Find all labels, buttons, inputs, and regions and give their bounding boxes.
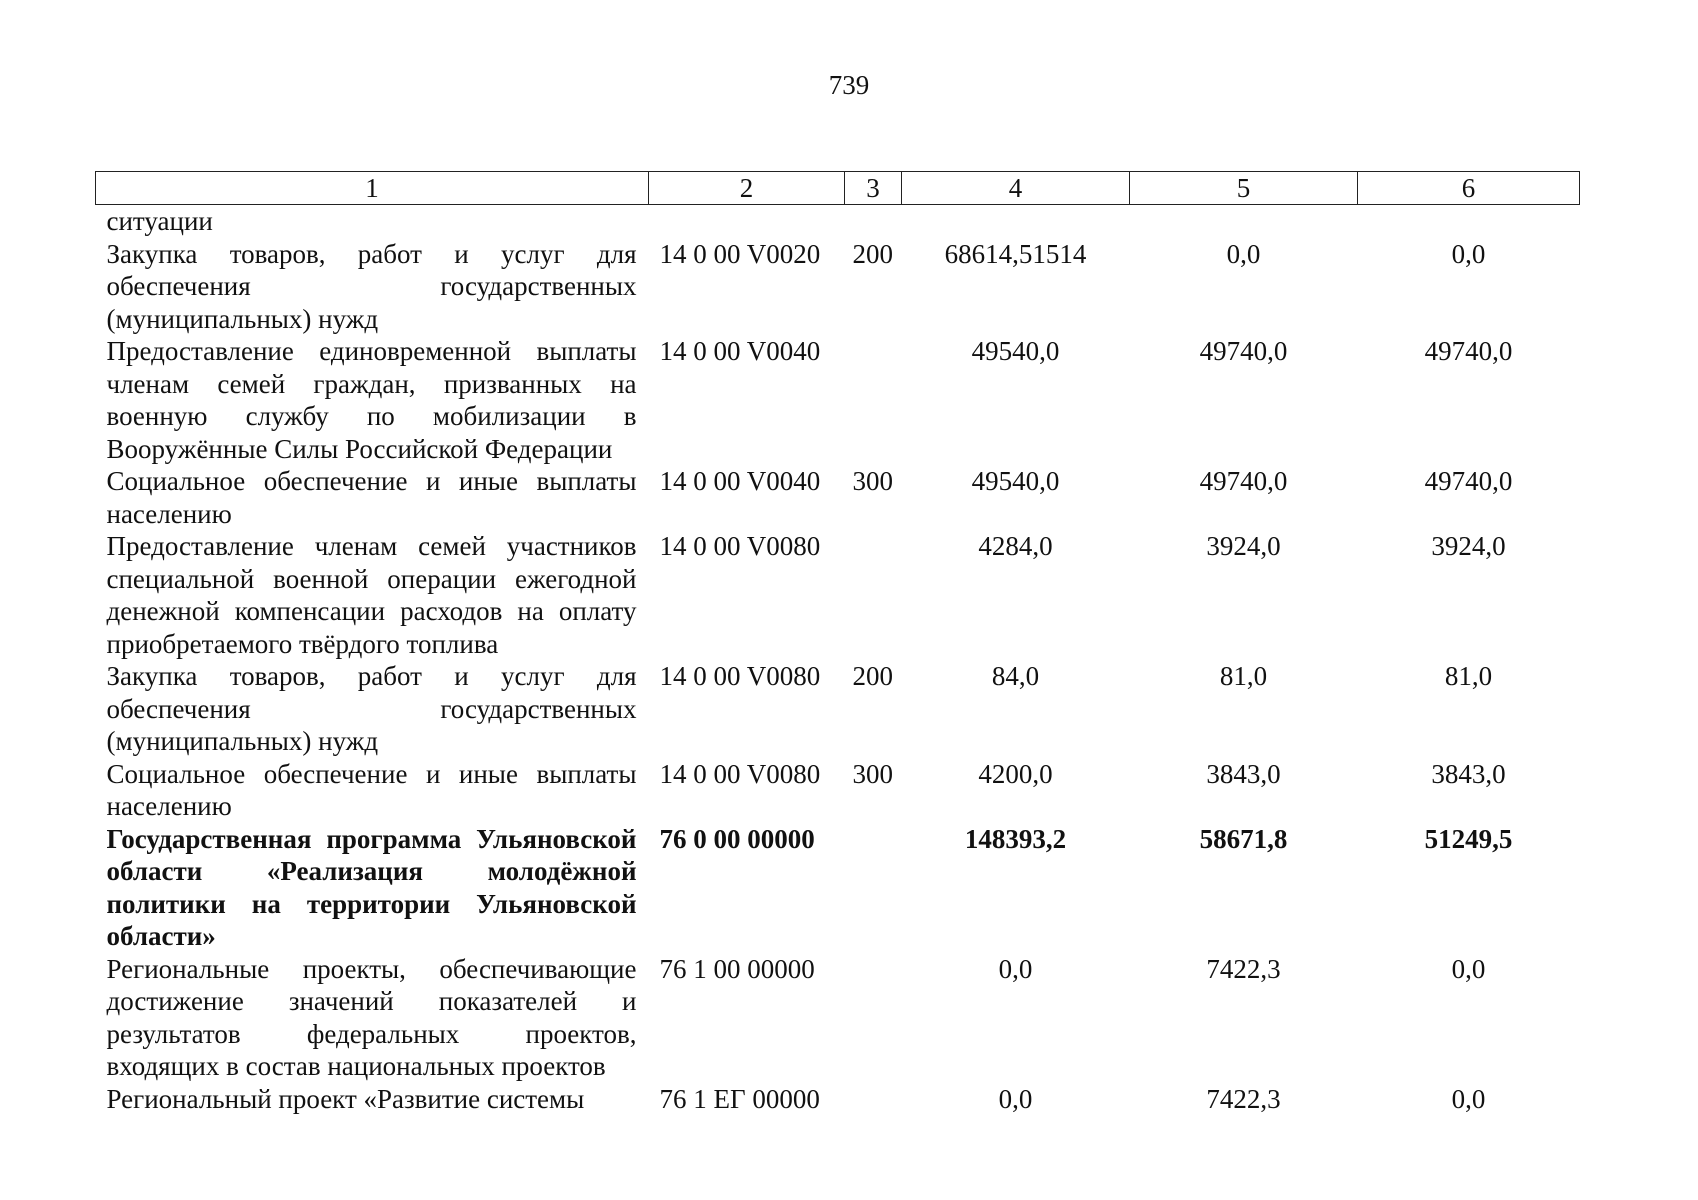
header-col-1: 1 — [96, 172, 649, 205]
row-name: Социальное обеспечение и иные выплаты населению — [106, 466, 637, 529]
row-expense-type — [845, 530, 902, 660]
row-name: Предоставление членам семей участников специальной военной операции ежегодной денежной компенсации расходов на оплату приобретаемого твёрдого топлива — [106, 531, 637, 659]
row-code: 14 0 00 V0020 — [659, 238, 821, 269]
header-col-4: 4 — [902, 172, 1130, 205]
row-expense-type — [845, 823, 902, 953]
row-code: 14 0 00 V0080 — [659, 758, 821, 789]
row-value-col6: 3924,0 — [1431, 531, 1506, 561]
table-header — [96, 172, 1580, 205]
row-code: 76 0 00 00000 — [659, 823, 815, 854]
table-row — [96, 238, 1580, 336]
row-value-col5: 49740,0 — [1199, 466, 1288, 496]
row-value-col6 — [1358, 205, 1580, 238]
header-col-2: 2 — [649, 172, 845, 205]
row-value-col6: 51249,5 — [1424, 823, 1513, 854]
row-value-col4: 0,0 — [998, 953, 1033, 984]
table-row — [96, 660, 1580, 758]
header-col-3: 3 — [845, 172, 902, 205]
row-expense-type — [845, 1083, 902, 1116]
table-body — [96, 205, 1580, 1116]
row-expense-type — [845, 335, 902, 465]
row-name: ситуации — [106, 206, 213, 236]
row-value-col4 — [902, 205, 1130, 238]
row-code — [649, 205, 845, 238]
row-name: Закупка товаров, работ и услуг для обеспечения государственных (муниципальных) нужд — [106, 661, 637, 756]
row-expense-type — [845, 205, 902, 238]
row-value-col5: 3843,0 — [1206, 758, 1281, 789]
row-value-col5: 7422,3 — [1206, 953, 1281, 984]
row-value-col5: 3924,0 — [1206, 531, 1281, 561]
table-row — [96, 205, 1580, 238]
row-name: Региональный проект «Развитие системы — [106, 1083, 585, 1114]
row-value-col4: 148393,2 — [964, 823, 1067, 854]
row-value-col5: 7422,3 — [1206, 1083, 1281, 1114]
row-name: Закупка товаров, работ и услуг для обеспечения государственных (муниципальных) нужд — [106, 238, 637, 334]
row-code: 14 0 00 V0040 — [659, 336, 821, 366]
row-value-col4: 68614,51514 — [944, 238, 1087, 269]
row-expense-type: 200 — [852, 661, 893, 691]
table-row — [96, 1083, 1580, 1116]
row-name: Региональные проекты, обеспечивающие достижение значений показателей и результатов федеральных проектов, входящих в состав национальных проектов — [106, 953, 637, 1081]
row-value-col6: 3843,0 — [1431, 758, 1506, 789]
table-row — [96, 465, 1580, 530]
row-expense-type: 200 — [852, 238, 893, 269]
row-value-col6: 0,0 — [1451, 238, 1486, 269]
row-expense-type — [845, 953, 902, 1083]
row-value-col4: 84,0 — [991, 661, 1040, 691]
row-value-col6: 49740,0 — [1424, 336, 1513, 366]
page-number: 739 — [828, 70, 870, 100]
row-value-col5: 49740,0 — [1199, 336, 1288, 366]
header-col-5: 5 — [1130, 172, 1358, 205]
row-value-col5: 0,0 — [1226, 238, 1261, 269]
row-value-col5: 58671,8 — [1199, 823, 1288, 854]
row-name: Социальное обеспечение и иные выплаты населению — [106, 758, 637, 821]
table-row — [96, 335, 1580, 465]
row-value-col4: 4284,0 — [978, 531, 1053, 561]
row-value-col4: 4200,0 — [978, 758, 1053, 789]
row-name: Государственная программа Ульяновской области «Реализация молодёжной политики на территории Ульяновской области» — [106, 823, 637, 951]
table-row — [96, 823, 1580, 953]
row-expense-type: 300 — [852, 466, 893, 496]
row-expense-type: 300 — [852, 758, 893, 789]
row-value-col5 — [1130, 205, 1358, 238]
budget-table — [95, 171, 1580, 1115]
row-value-col6: 49740,0 — [1424, 466, 1513, 496]
row-value-col6: 0,0 — [1451, 1083, 1486, 1114]
row-code: 14 0 00 V0080 — [659, 531, 821, 561]
row-code: 14 0 00 V0040 — [659, 466, 821, 496]
header-col-6: 6 — [1358, 172, 1580, 205]
row-name: Предоставление единовременной выплаты членам семей граждан, призванных на военную службу по мобилизации в Вооружённые Силы Российской Федерации — [106, 336, 637, 464]
row-value-col4: 49540,0 — [971, 466, 1060, 496]
row-code: 76 1 00 00000 — [659, 953, 815, 984]
row-code: 76 1 ЕГ 00000 — [659, 1083, 820, 1114]
row-value-col6: 0,0 — [1451, 953, 1486, 984]
row-code: 14 0 00 V0080 — [659, 661, 821, 691]
row-value-col5: 81,0 — [1219, 661, 1268, 691]
table-row — [96, 758, 1580, 823]
row-value-col6: 81,0 — [1444, 661, 1493, 691]
row-value-col4: 49540,0 — [971, 336, 1060, 366]
table-row — [96, 530, 1580, 660]
table-row — [96, 953, 1580, 1083]
row-value-col4: 0,0 — [998, 1083, 1033, 1114]
